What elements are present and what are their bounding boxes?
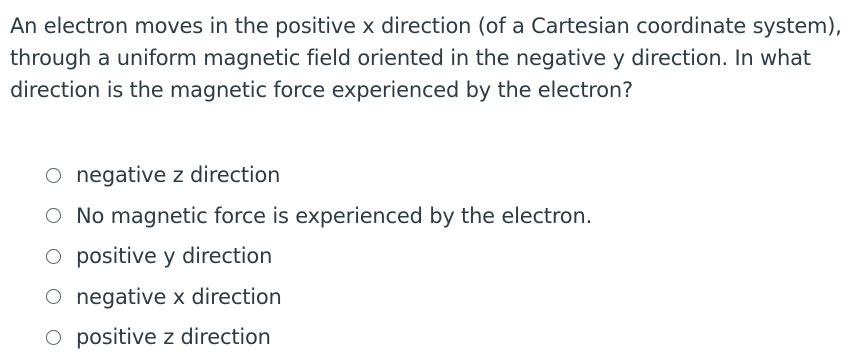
answer-option-negative-z[interactable] [46,155,592,196]
answer-option-negative-x[interactable] [46,277,592,318]
answer-label: No magnetic force is experienced by the electron. [76,203,593,228]
radio-button[interactable] [46,289,61,304]
question-text: An electron moves in the positive x direction (of a Cartesian coordinate system), through a uniform magnetic field oriented in the negative y direction. In what direction is the magnetic force experienced by the electron? [10,14,842,102]
radio-button[interactable] [46,249,61,264]
answer-option-positive-y[interactable] [46,236,592,277]
answer-label: positive z direction [76,325,271,350]
radio-button[interactable] [46,208,61,223]
radio-button[interactable] [46,168,61,183]
answer-option-positive-z[interactable] [46,317,592,358]
radio-button[interactable] [46,330,61,345]
answer-list [46,155,592,358]
answer-label: positive y direction [76,244,273,269]
answer-label: negative x direction [76,284,282,309]
answer-label: negative z direction [76,163,281,188]
answer-option-no-force[interactable] [46,196,592,237]
